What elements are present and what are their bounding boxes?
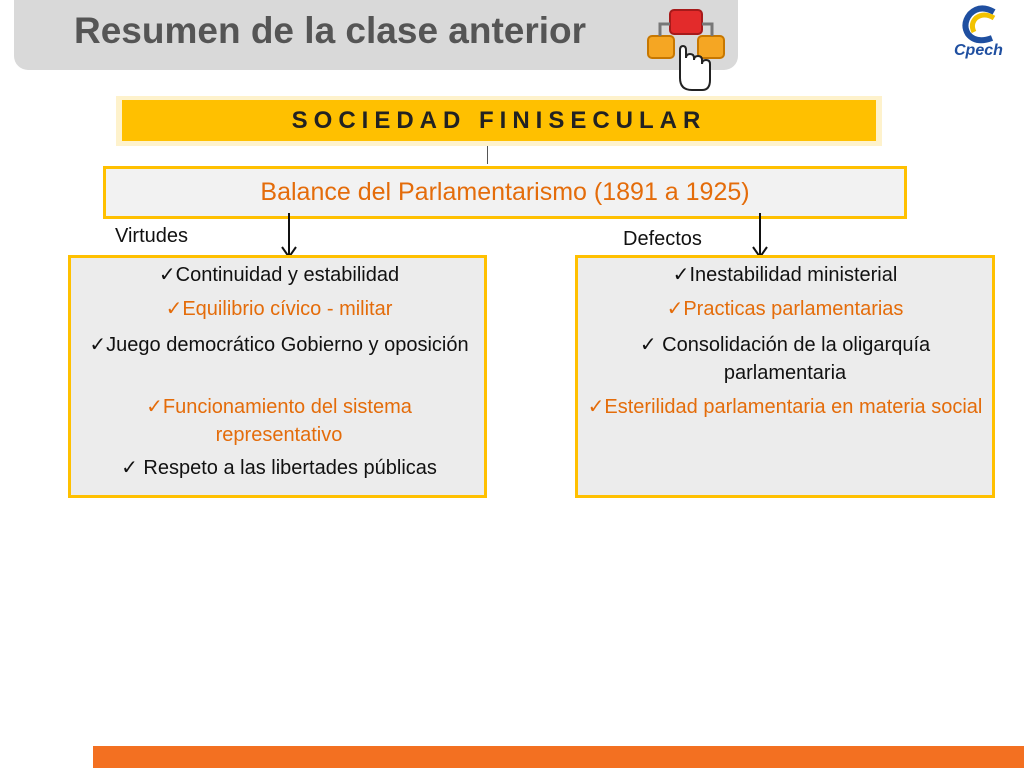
list-item: ✓Esterilidad parlamentaria en materia social — [587, 396, 983, 418]
list-item: ✓Equilibrio cívico - militar — [165, 298, 393, 320]
check-icon: ✓ — [121, 457, 138, 479]
list-item: ✓Funcionamiento del sistema representativo — [146, 396, 412, 446]
list-item: ✓ Consolidación de la oligarquía parlamentaria — [639, 334, 931, 384]
page-title: Resumen de la clase anterior — [74, 10, 587, 51]
list-item: ✓Juego democrático Gobierno y oposición — [89, 334, 469, 356]
check-icon: ✓ — [158, 264, 176, 286]
list-item: ✓ Respeto a las libertades públicas — [121, 457, 437, 479]
defectos-label: Defectos — [623, 228, 702, 250]
logo-text: Cpech — [954, 42, 1003, 59]
check-icon: ✓ — [639, 334, 657, 356]
check-icon: ✓ — [165, 298, 183, 320]
virtudes-label: Virtudes — [115, 225, 189, 247]
pointing-hand-icon — [640, 6, 732, 94]
check-icon: ✓ — [146, 396, 163, 418]
balance-title: Balance del Parlamentarismo (1891 a 1925) — [260, 178, 750, 206]
list-item: ✓Practicas parlamentarias — [666, 298, 904, 320]
list-item: ✓Continuidad y estabilidad — [158, 264, 400, 286]
check-icon: ✓ — [672, 264, 690, 286]
check-icon: ✓ — [89, 334, 107, 356]
arrow-down-icon — [279, 213, 299, 259]
footer-bar — [93, 746, 1024, 768]
connector-line — [487, 146, 488, 164]
check-icon: ✓ — [587, 396, 605, 418]
check-icon: ✓ — [666, 298, 684, 320]
arrow-down-icon — [750, 213, 770, 259]
sociedad-box — [122, 100, 876, 141]
sociedad-title: SOCIEDAD FINISECULAR — [291, 106, 707, 134]
balance-box — [103, 166, 907, 219]
list-item: ✓Inestabilidad ministerial — [672, 264, 898, 286]
